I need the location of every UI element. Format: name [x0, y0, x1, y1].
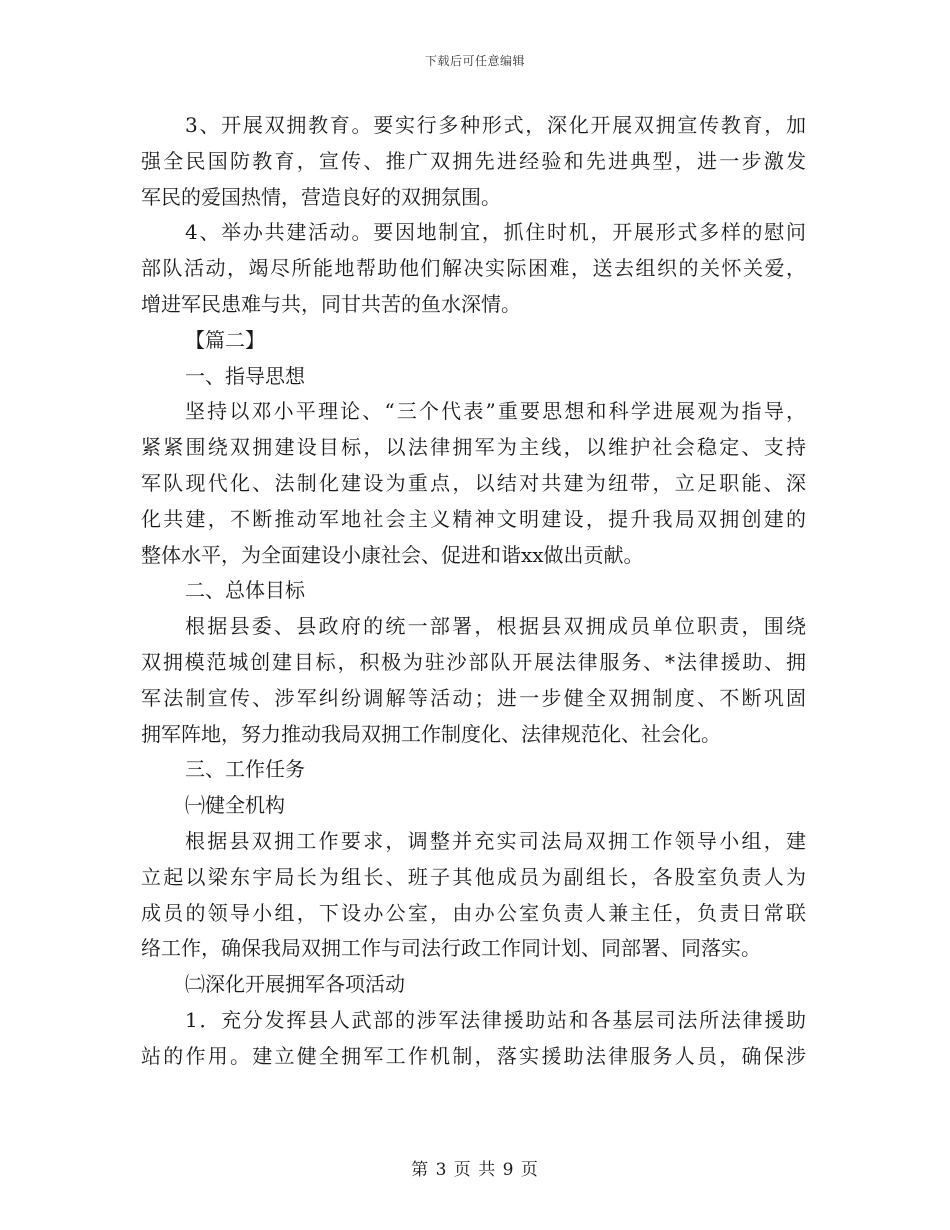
- text-line: 整体水平，为全面建设小康社会、促进和谐xx做出贡献。: [141, 542, 644, 567]
- text-line: 部队活动，竭尽所能地帮助他们解决实际困难，送去组织的关怀关爱，: [141, 256, 806, 281]
- text-line: ㈠健全机构: [185, 793, 285, 818]
- text-line: 一、指导思想: [185, 363, 305, 388]
- text-line: 3、开展双拥教育。要实行多种形式，深化开展双拥宣传教育，加: [185, 113, 806, 137]
- text-line: 化共建，不断推动军地社会主义精神文明建设，提升我局双拥创建的: [141, 506, 806, 531]
- text-line: 站的作用。建立健全拥军工作机制，落实援助法律服务人员，确保涉: [141, 1043, 806, 1068]
- page-number: 第 3 页 共 9 页: [411, 1160, 539, 1180]
- text-line: 成员的领导小组，下设办公室，由办公室负责人兼主任，负责日常联: [141, 900, 806, 925]
- text-line: 二、总体目标: [185, 578, 305, 603]
- text-line: 三、工作任务: [185, 757, 305, 782]
- text-line: 军队现代化、法制化建设为重点，以结对共建为纽带，立足职能、深: [141, 470, 806, 495]
- text-line: 4、举办共建活动。要因地制宜，抓住时机，开展形式多样的慰问: [185, 220, 806, 245]
- text-line: 坚持以邓小平理论、“三个代表”重要思想和科学进展观为指导，: [185, 399, 806, 424]
- text-line: 1．充分发挥县人武部的涉军法律援助站和各基层司法所法律援助: [185, 1007, 806, 1032]
- text-line: ㈡深化开展拥军各项活动: [185, 972, 405, 997]
- text-line: 拥军阵地，努力推动我局双拥工作制度化、法律规范化、社会化。: [141, 721, 721, 746]
- text-line: 军法制宣传、涉军纠纷调解等活动；进一步健全双拥制度、不断巩固: [141, 685, 806, 710]
- text-line: 根据县委、县政府的统一部署，根据县双拥成员单位职责，围绕: [185, 614, 806, 639]
- text-line: 强全民国防教育，宣传、推广双拥先进经验和先进典型，进一步激发: [141, 148, 806, 173]
- text-line: 紧紧围绕双拥建设目标，以法律拥军为主线，以维护社会稳定、支持: [141, 435, 806, 460]
- document-body: [141, 108, 806, 1075]
- text-line: 络工作，确保我局双拥工作与司法行政工作同计划、同部署、同落实。: [141, 936, 761, 961]
- text-line: 立起以梁东宇局长为组长、班子其他成员为副组长，各股室负责人为: [141, 864, 806, 889]
- text-line: 根据县双拥工作要求，调整并充实司法局双拥工作领导小组，建: [185, 828, 806, 853]
- page-header: 下载后可任意编辑: [424, 54, 525, 68]
- text-line: 军民的爱国热情，营造良好的双拥氛围。: [141, 184, 501, 209]
- text-line: 双拥模范城创建目标，积极为驻沙部队开展法律服务、*法律援助、拥: [141, 649, 806, 674]
- text-line: 【篇二】: [185, 327, 265, 352]
- text-line: 增进军民患难与共，同甘共苦的鱼水深情。: [141, 291, 521, 316]
